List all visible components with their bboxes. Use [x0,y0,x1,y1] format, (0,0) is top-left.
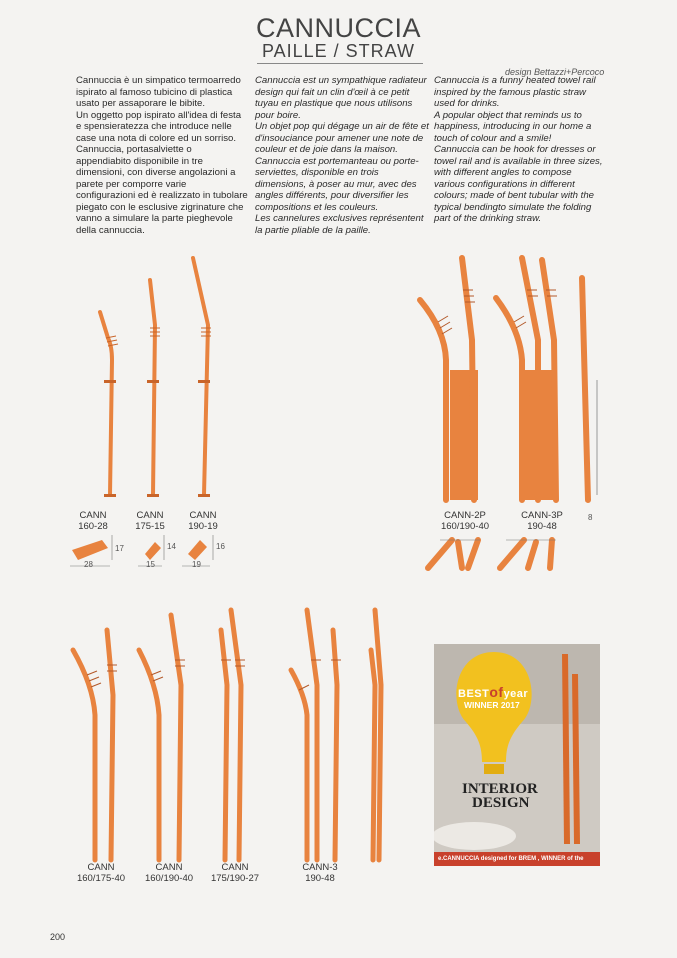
italian-description [76,75,248,236]
page-number: 200 [50,932,66,942]
panel-label: CANN-3P 190-48 [521,510,563,532]
straw [171,615,181,860]
dimension-height: 17 [115,544,124,553]
designer-credit: design Bettazzi+Percoco [505,67,605,77]
plan-view-icon [145,542,161,560]
award-strip: e.CANNUCCIA designed for BREM , WINNER of the [434,852,600,866]
dimension-width: 15 [146,560,155,569]
side-dimension: 8 [588,513,593,522]
award-best: BESTofyear [458,684,529,700]
straw [231,610,241,860]
award-graphic [434,644,600,866]
paragraph: Cannuccia è un simpatico termoarredo ispirato al famoso tubicino di plastica usato per assaporare le bibite. [76,75,241,109]
straw [221,630,227,860]
straw [291,670,307,860]
dimension-width: 19 [192,560,201,569]
pair-label: CANN-3 190-48 [302,862,338,884]
english-description [434,75,604,225]
plan-view-icon [428,540,452,568]
straw-cann-175-15 [150,280,155,495]
paragraph: Cannuccia can be hook for dresses or towel rail and is available in three sizes, with different angles to compose various configurations in different colours; made of bent tubular with the typical bendingto simulate the folding part of the drinking straw. [434,144,603,224]
ridges-icon [106,328,211,346]
straw [139,650,159,860]
single-label: CANN 175-15 [135,510,165,532]
dimension-height: 16 [216,542,225,551]
straw-cann-160-28 [100,312,112,495]
french-description [255,75,429,236]
pair-label: CANN 160/175-40 [76,862,126,884]
pair-label: CANN 175/190-27 [210,862,260,884]
single-label: CANN 190-19 [188,510,218,532]
award-winner: WINNER 2017 [464,700,520,710]
straw [496,298,522,500]
bathtub [434,822,516,850]
paragraph: Cannuccia is a funny heated towel rail inspired by the famous plastic straw used for drinks. [434,75,596,109]
pair-illustrations [55,605,400,865]
paragraph: A popular object that reminds us to happiness, introducing in our home a touch of colour and a smile! [434,109,592,144]
magazine-logo: INTERIOR DESIGN [462,781,538,811]
paragraph: Un oggetto pop ispirato all'idea di festa e spensieratezza che introduce nelle case una nota di colore ed un sorriso. [76,109,242,144]
straw [73,650,95,860]
award-image [434,644,600,866]
page-subtitle: PAILLE / STRAW [261,41,416,61]
straw [420,300,446,500]
title-divider [257,63,423,64]
single-label: CANN 160-28 [78,510,108,532]
straw-cann-190-19 [193,258,208,495]
pair-label: CANN 160/190-40 [144,862,194,884]
dimension-width: 28 [84,560,93,569]
paragraph: Cannuccia, portasalviette o appendiabito disponibile in tre dimensioni, con diverse angolazioni a parete per comporre varie configurazioni ed è realizzato in tubolare piegato con le esclusive zigrinature che vanno a simulare la parte pieghevole della cannuccia. [76,144,248,236]
dimension-height: 14 [167,542,176,551]
paragraph: Cannuccia est un sympathique radiateur design qui fait un clin d'œil à ce petit tuyau en plastique que nous utilisons pour boire. [255,75,427,121]
page-title: CANNUCCIA [255,13,421,43]
plan-view-icon [188,540,207,560]
straw [333,630,337,860]
straw-side [371,650,375,860]
paragraph: Cannuccia est portemanteau ou porte-serviettes, disponible en trois dimensions, à poser au mur, avec des angles différents, pour diversifier les compositions et les couleurs. [255,155,419,213]
panel-illustrations [410,250,610,590]
plan-view-icon [72,540,108,560]
paragraph: Un objet pop qui dégage un air de fête et d'insouciance pour amener une note de couleur et de joie dans la maison. [255,121,429,155]
paragraph: Les cannelures exclusives représentent la partie pliable de la paille. [255,213,424,236]
straw-side [582,278,588,500]
panel-label: CANN-2P 160/190-40 [440,510,490,532]
